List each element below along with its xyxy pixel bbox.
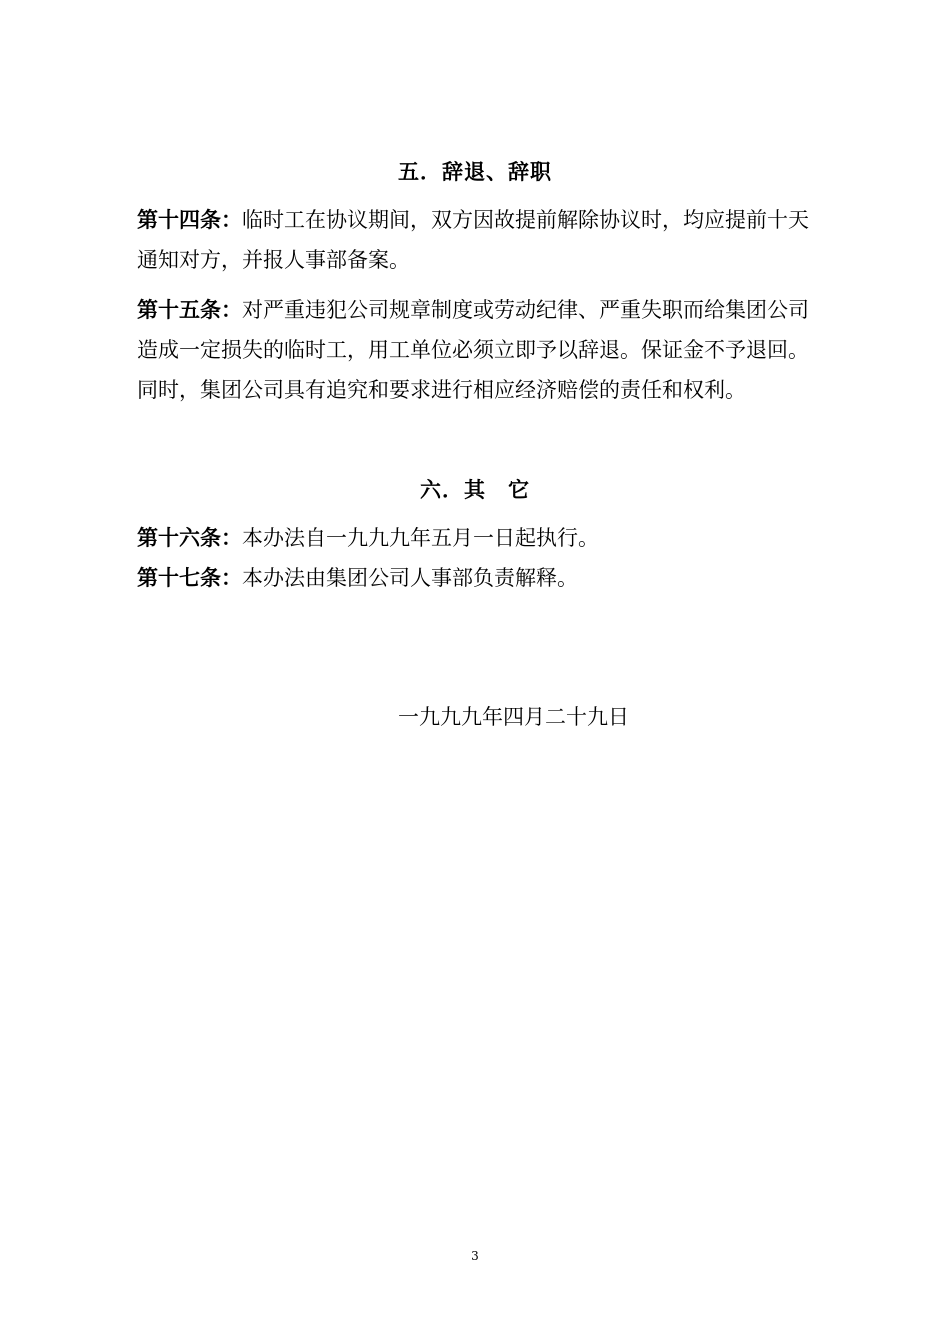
article-label: 第十五条： xyxy=(137,298,242,322)
section-heading-dismissal: 五．辞退、辞职 xyxy=(398,160,552,184)
article-text: 本办法自一九九九年五月一日起执行。 xyxy=(242,526,599,550)
article-15 xyxy=(137,290,817,410)
article-label: 第十七条： xyxy=(137,566,242,590)
article-14 xyxy=(137,200,817,280)
page-number: 3 xyxy=(471,1249,479,1263)
section-heading-other: 六．其 它 xyxy=(420,478,530,502)
article-label: 第十六条： xyxy=(137,526,242,550)
signature-date: 一九九九年四月二十九日 xyxy=(398,705,629,729)
article-text: 本办法由集团公司人事部负责解释。 xyxy=(242,566,578,590)
article-text: 对严重违犯公司规章制度或劳动纪律、严重失职而给集团公司造成一定损失的临时工，用工单位必须立即予以辞退。保证金不予退回。同时，集团公司具有追究和要求进行相应经济赔偿的责任和权利。 xyxy=(137,298,809,402)
article-label: 第十四条： xyxy=(137,208,242,232)
article-text: 临时工在协议期间，双方因故提前解除协议时，均应提前十天通知对方，并报人事部备案。 xyxy=(137,208,809,272)
article-17 xyxy=(137,558,817,598)
article-16 xyxy=(137,518,817,558)
